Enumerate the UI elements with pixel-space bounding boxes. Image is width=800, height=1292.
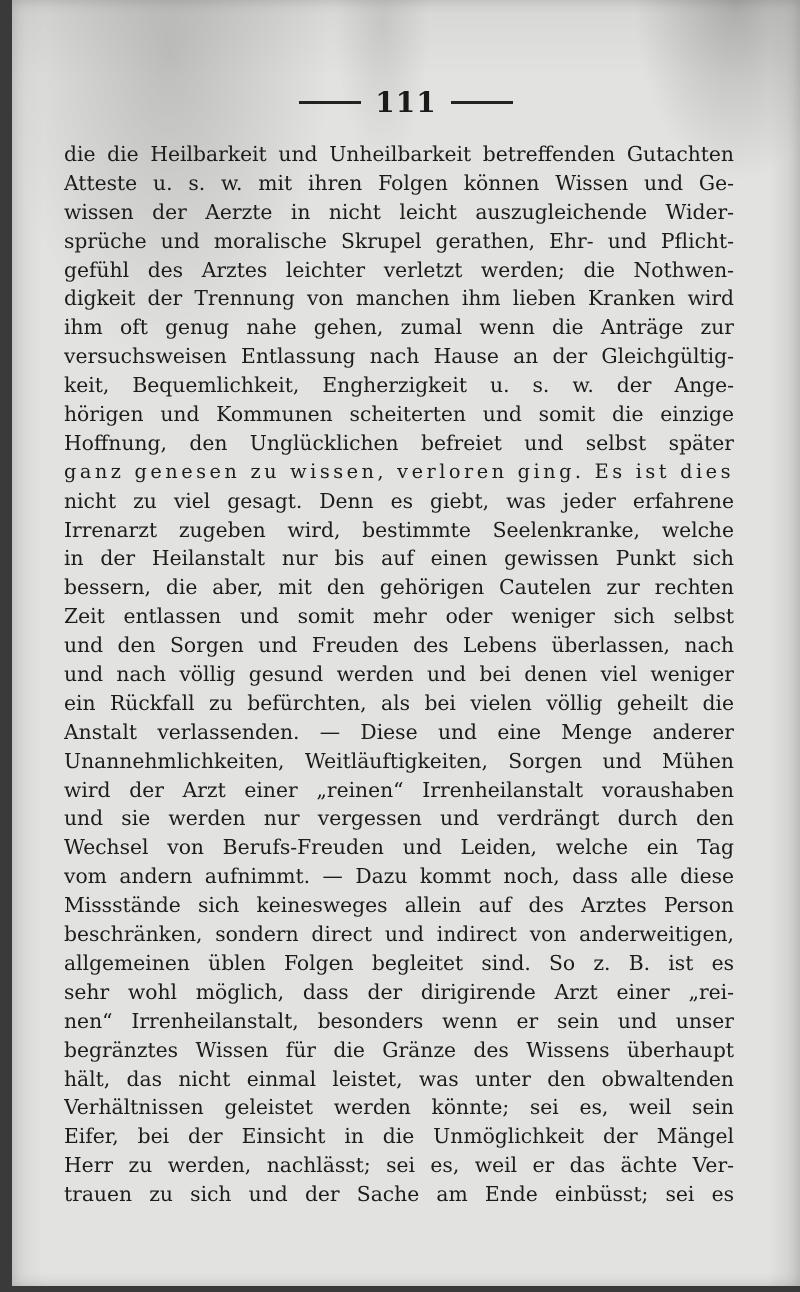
text-line: bessern, die aber, mit den gehörigen Cautelen zur rechten <box>64 575 734 600</box>
text-line: ihm oft genug nahe gehen, zumal wenn die Anträge zur <box>64 315 734 340</box>
text-line: ganz genesen zu wissen, verloren ging. Es ist dies <box>64 459 734 483</box>
body-text <box>64 140 734 1209</box>
book-page <box>12 0 800 1286</box>
text-line: Zeit entlassen und somit mehr oder weniger sich selbst <box>64 604 734 629</box>
text-line: Verhältnissen geleistet werden könnte; sei es, weil sein <box>64 1095 734 1120</box>
text-line: vom andern aufnimmt. — Dazu kommt noch, dass alle diese <box>64 864 734 889</box>
text-line: die die Heilbarkeit und Unheilbarkeit betreffenden Gutachten <box>64 142 734 166</box>
text-line: und sie werden nur vergessen und verdrängt durch den <box>64 806 734 831</box>
text-line: versuchsweisen Entlassung nach Hause an der Gleichgültig- <box>64 344 734 369</box>
text-line: trauen zu sich und der Sache am Ende einbüsst; sei es <box>64 1182 734 1207</box>
page-number: 111 <box>375 85 437 119</box>
header-rule-right <box>451 101 513 104</box>
text-line: Wechsel von Berufs-Freuden und Leiden, welche ein Tag <box>64 835 734 860</box>
text-line: und den Sorgen und Freuden des Lebens überlassen, nach <box>64 633 734 658</box>
text-line: hält, das nicht einmal leistet, was unter den obwaltenden <box>64 1066 734 1091</box>
text-line: Irrenarzt zugeben wird, bestimmte Seelenkranke, welche <box>64 517 734 542</box>
text-line: digkeit der Trennung von manchen ihm lieben Kranken wird <box>64 286 734 311</box>
text-line: sehr wohl möglich, dass der dirigirende Arzt einer „rei- <box>64 979 734 1004</box>
text-line: nicht zu viel gesagt. Denn es giebt, was jeder erfahrene <box>64 488 734 513</box>
text-line: in der Heilanstalt nur bis auf einen gewissen Punkt sich <box>64 546 734 571</box>
text-line: Eifer, bei der Einsicht in die Unmöglichkeit der Mängel <box>64 1124 734 1149</box>
text-line: Anstalt verlassenden. — Diese und eine Menge anderer <box>64 719 734 744</box>
text-line: Hoffnung, den Unglücklichen befreiet und selbst später <box>64 430 734 455</box>
text-line: begränztes Wissen für die Gränze des Wissens überhaupt <box>64 1037 734 1062</box>
text-line: Atteste u. s. w. mit ihren Folgen können Wissen und Ge- <box>64 170 734 195</box>
text-line: Unannehmlichkeiten, Weitläuftigkeiten, Sorgen und Mühen <box>64 748 734 773</box>
text-line: Herr zu werden, nachlässt; sei es, weil er das ächte Ver- <box>64 1153 734 1178</box>
header-rule-left <box>299 101 361 104</box>
text-line: beschränken, sondern direct und indirect von anderweitigen, <box>64 922 734 947</box>
text-line: und nach völlig gesund werden und bei denen viel weniger <box>64 662 734 687</box>
text-line: ein Rückfall zu befürchten, als bei vielen völlig geheilt die <box>64 690 734 715</box>
text-line: wird der Arzt einer „reinen“ Irrenheilanstalt voraushaben <box>64 777 734 802</box>
text-line: hörigen und Kommunen scheiterten und somit die einzige <box>64 402 734 427</box>
text-line: Missstände sich keinesweges allein auf des Arztes Person <box>64 893 734 918</box>
text-line: allgemeinen üblen Folgen begleitet sind. So z. B. ist es <box>64 950 734 975</box>
text-line: sprüche und moralische Skrupel gerathen, Ehr- und Pflicht- <box>64 228 734 253</box>
text-line: keit, Bequemlichkeit, Engherzigkeit u. s. w. der Ange- <box>64 373 734 398</box>
text-line: nen“ Irrenheilanstalt, besonders wenn er sein und unser <box>64 1008 734 1033</box>
page-header <box>12 82 800 122</box>
text-line: wissen der Aerzte in nicht leicht auszugleichende Wider- <box>64 199 734 224</box>
text-line: gefühl des Arztes leichter verletzt werden; die Nothwen- <box>64 257 734 282</box>
